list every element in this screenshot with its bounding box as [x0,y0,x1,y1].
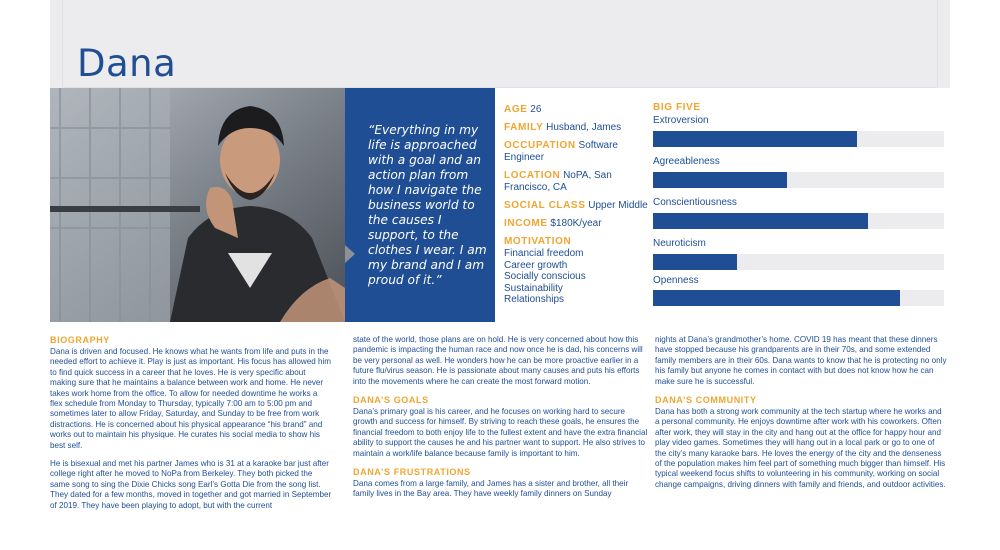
frustrations-text-continued: nights at Dana’s grandmother’s home. COVID 19 has meant that these dinners have stopped because his grandparents are in their 70s, and some extended family members are in their 60s. Dana wants to know that he is protecting no only his family but anyone he comes in contact with but does not know how he can make sure he is successful. [655,335,947,386]
fact-income [504,218,649,230]
biography-paragraph: state of the world, those plans are on hold. He is very concerned about how this pandemic is impacting the human race and now once he is dad, his concerns will be very personal as well. He wonders how he can be more proactive earlier in a future flu/virus season. He is passionate about many causes and puts his efforts into the movements where he can create the most forward motion. [353,335,643,386]
motivation-list [504,248,649,306]
fact-social-class [504,200,649,212]
trait-label: Extroversion [653,115,709,126]
fact-label: MOTIVATION [504,236,572,247]
trait-label: Conscientiousness [653,197,737,208]
frustrations-title: DANA’S FRUSTRATIONS [353,467,471,478]
fact-label: FAMILY [504,122,544,133]
trait-bar-track [653,131,944,147]
trait-bar-fill [653,213,868,229]
text-column-1 [50,335,332,519]
header-frame [62,0,938,88]
list-item: Relationships [504,294,565,306]
persona-name: Dana [77,42,177,85]
trait-bar-track [653,290,944,306]
fact-label: AGE [504,104,528,115]
big-five-title: BIG FIVE [653,102,701,113]
list-item: Financial freedom [504,248,584,259]
biography-paragraph: Dana is driven and focused. He knows what he wants from life and puts in the needed effort to achieve it. Play is just as important. His focus has allowed him to find quick success in a career that he loves. He is very specific about making sure that he maintains a balance between work and home. He never takes work home from the office. To allow for needed downtime he works a flex schedule from Monday to Thursday, typically 7:00 am to 5:00 pm and sometimes later to allow Friday, Saturday, and Sunday to be free from work distractions. He is concerned about his physical appearance “his brand” and works out to maintain his physique. He curates his social media to show his best self. [50,347,332,450]
fact-value: Husband, James [546,122,622,133]
list-item: Sustainability [504,282,563,294]
fact-location [504,170,649,194]
frustrations-text: Dana comes from a large family, and James has a sister and brother, all their family lives in the Bay area. They have weekly family dinners on Sunday [353,479,629,499]
text-column-2 [353,335,648,508]
list-item: Socially conscious [504,271,586,283]
fact-label: INCOME [504,218,548,229]
fact-label: LOCATION [504,170,561,181]
quote-notch [345,245,355,263]
biography-paragraph: He is bisexual and met his partner James who is 31 at a karaoke bar just after college right after he moved to NoPa from Berkeley. They both picked the same song to sing the Dixie Chicks song Earl’s Gotta Die from the song list. They dated for a few months, moved in together and got married in September of 2019. They have been playing to adopt, but with the current [50,459,332,510]
trait-label: Neuroticism [653,238,706,249]
trait-bar-fill [653,172,787,188]
fact-value: 26 [530,104,542,115]
fact-family [504,122,649,134]
fact-age [504,104,649,116]
trait-bar-track [653,213,944,229]
big-five-panel [653,102,944,306]
trait-bar-fill [653,290,900,306]
persona-photo [50,88,345,322]
community-text: Dana has both a strong work community at the tech startup where he works and a personal community. He enjoys downtime after work with his coworkers. Often after work, they will stay in the city and hang out at the office for happy hour and play video games. Sometimes they will hang out in a local park or go to one of the city’s many karaoke bars. He loves the energy of the city and the denseness of the population makes him feel part of something much bigger than himself. His typical weekend focus shifts to volunteering in his community, working on social change campaigns, driving dinners with family and friends, and outdoor activities. [655,407,946,489]
trait-openness [653,275,944,306]
trait-bar-fill [653,254,737,270]
fact-value: Upper Middle [588,200,648,211]
list-item: Career growth [504,259,568,271]
trait-extroversion [653,115,944,147]
fact-label: OCCUPATION [504,140,576,151]
trait-neuroticism [653,238,944,270]
fact-value: Software Engineer [504,140,618,163]
portrait-image [50,88,345,322]
persona-quote: “Everything in my life is approached with a goal and an action plan from how I navigate the business world to the causes I support, to the clothes I wear. I am my brand and I am proud of it.” [368,123,487,287]
text-column-3 [655,335,947,498]
trait-label: Openness [653,275,699,286]
fact-motivation [504,236,649,306]
trait-label: Agreeableness [653,156,720,167]
goals-title: DANA’S GOALS [353,395,429,406]
biography-title: BIOGRAPHY [50,335,110,345]
fact-value: $180K/year [550,218,602,229]
goals-text: Dana’s primary goal is his career, and he focuses on working hard to secure growth and success for himself. By striving to reach these goals, he ensures the financial freedom to both enjoy life to the fullest extent and have the extra financial ability to support the causes he and his partner want to support. He also strives to maintain a work/life balance because family is important to him. [353,407,648,458]
trait-bar-track [653,254,944,270]
community-title: DANA’S COMMUNITY [655,395,757,406]
trait-bar-track [653,172,944,188]
trait-agreeableness [653,156,944,188]
fact-value: NoPA, San Francisco, CA [504,170,612,193]
persona-facts [504,104,649,312]
trait-conscientiousness [653,197,944,229]
fact-label: SOCIAL CLASS [504,200,586,211]
fact-occupation [504,140,649,164]
trait-bar-fill [653,131,857,147]
